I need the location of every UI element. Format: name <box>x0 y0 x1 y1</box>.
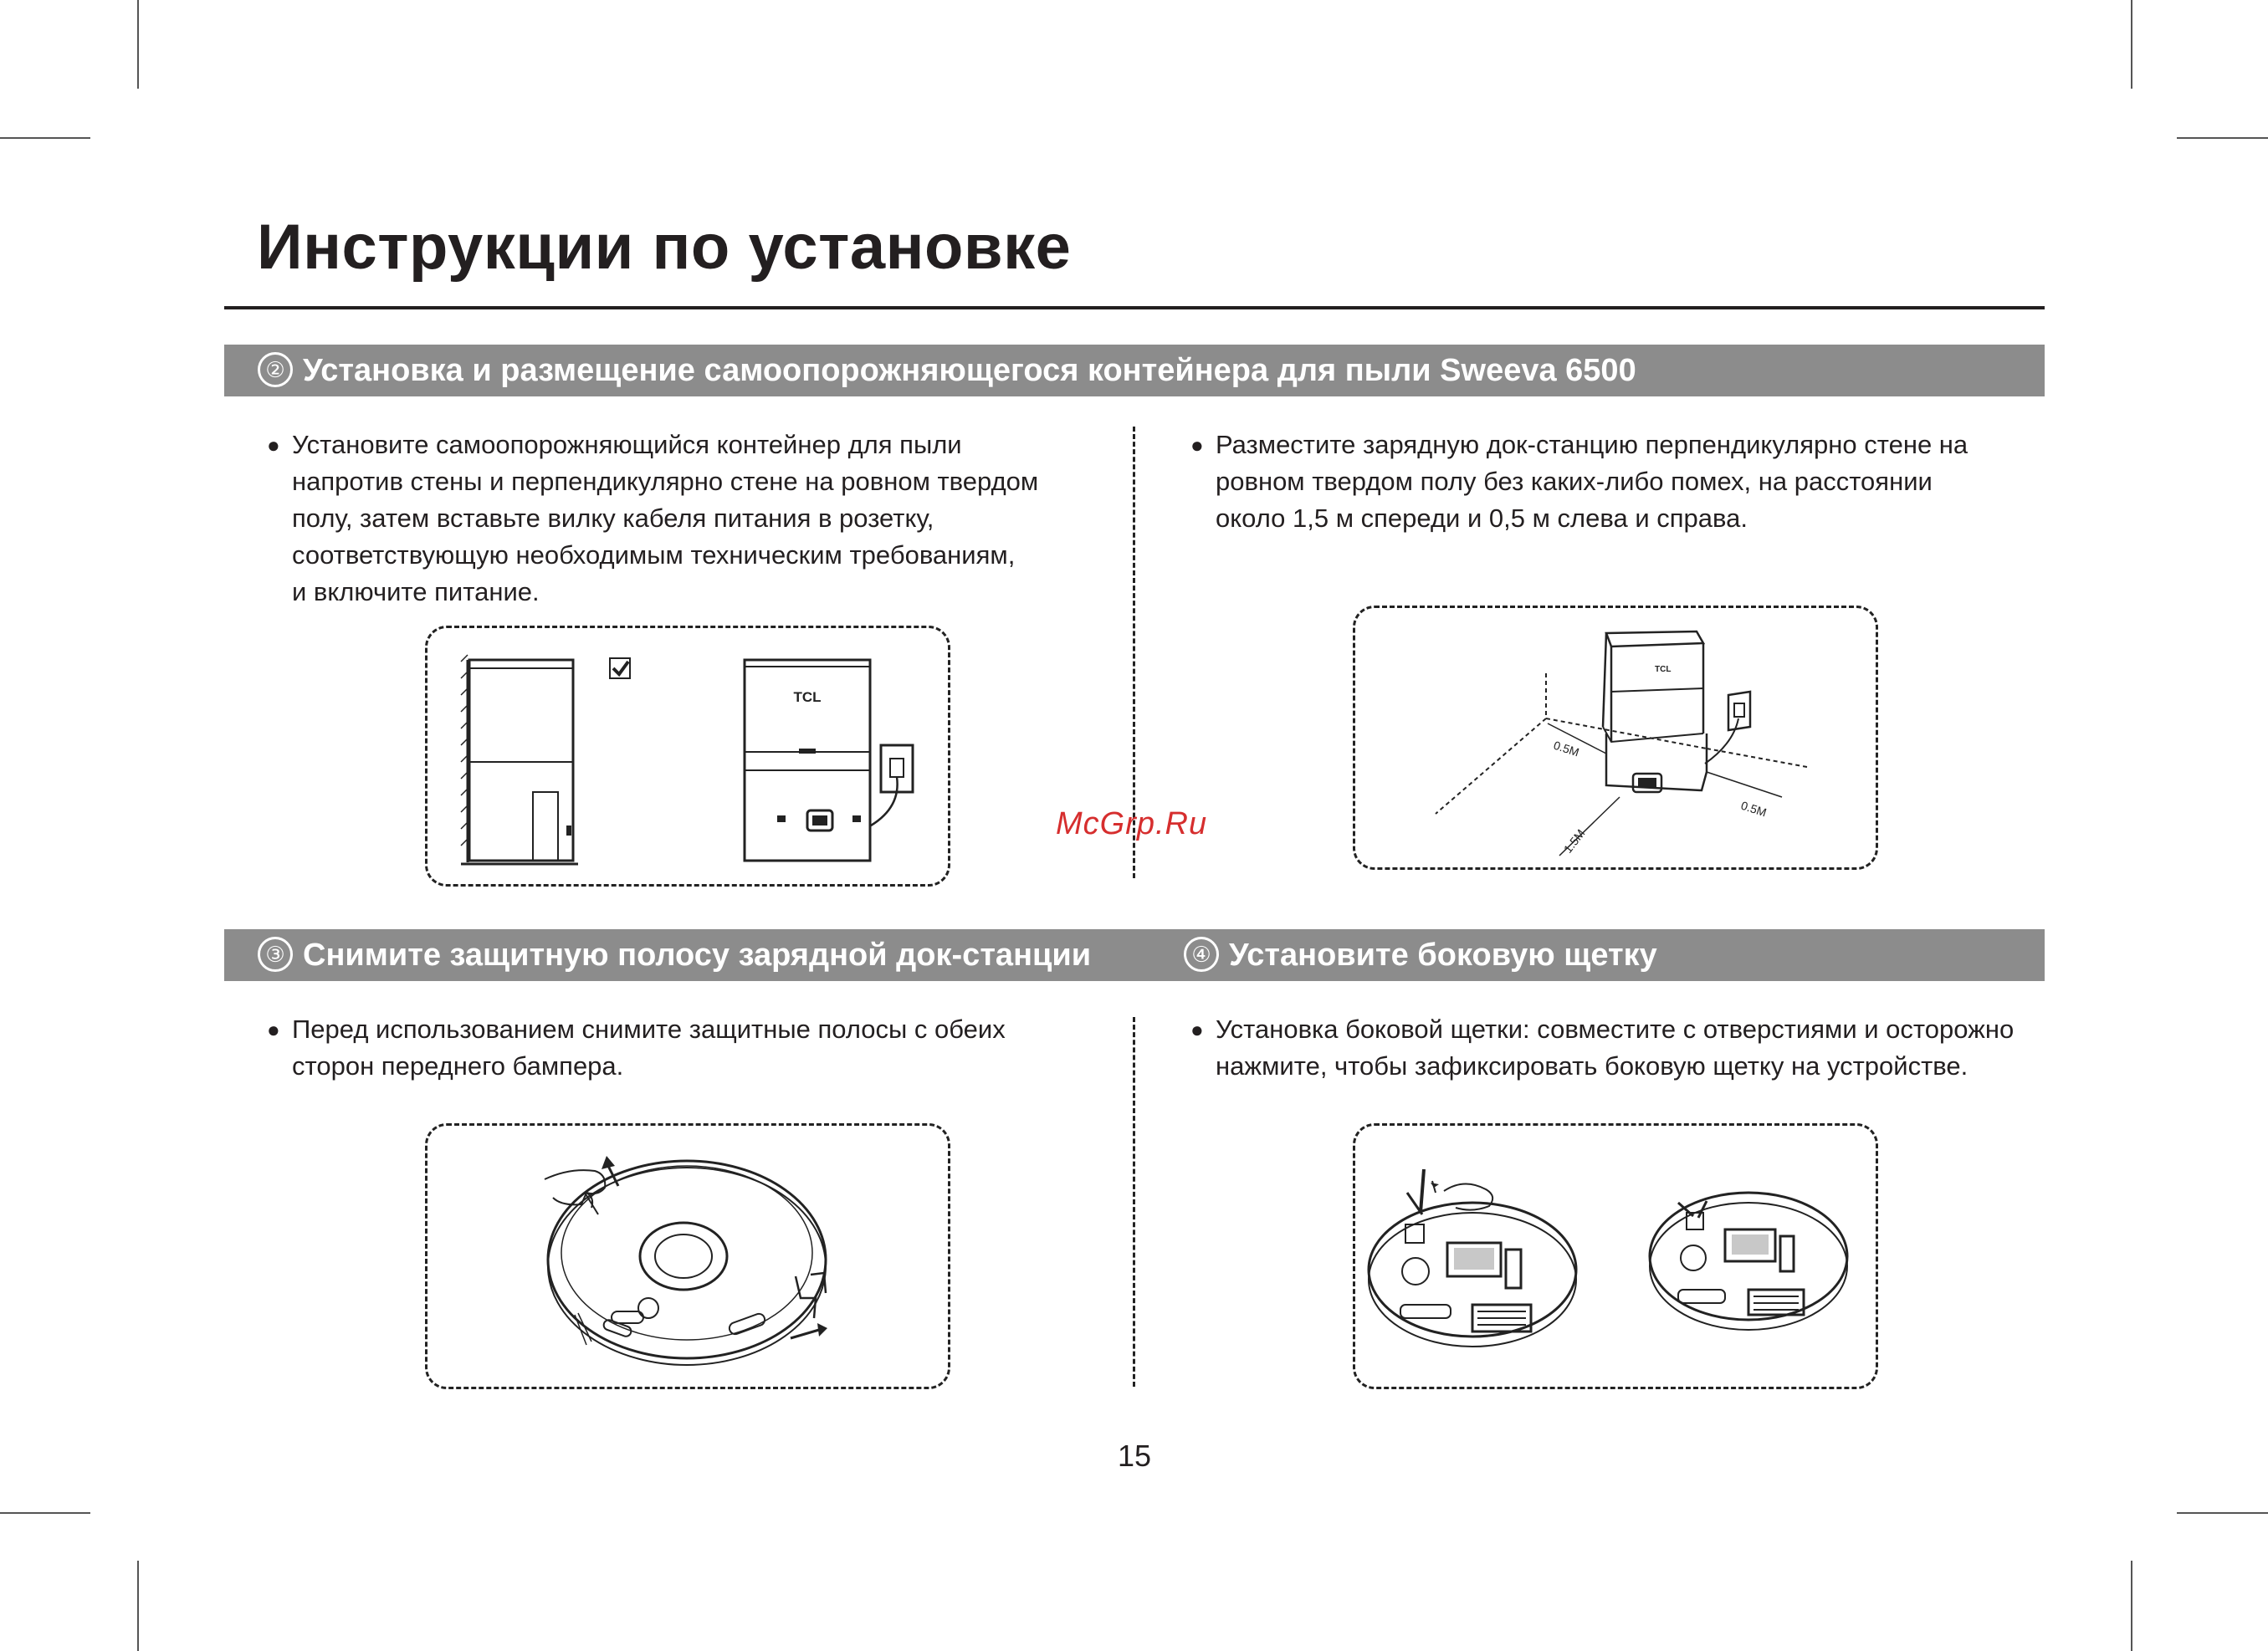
clearance-illustration <box>1355 608 1876 867</box>
section-4-number: ④ <box>1184 937 1219 972</box>
text-line: Установка боковой щетки: совместите с отверстиями и осторожно <box>1216 1015 2015 1044</box>
watermark: McGrp.Ru <box>1056 806 1208 841</box>
bullet-icon: ● <box>1190 432 1204 457</box>
text-line: ровном твердом полу без каких-либо помех, на расстоянии <box>1216 467 1933 496</box>
crop-mark <box>2131 0 2132 89</box>
section-4-text <box>1190 1011 2015 1085</box>
text-line: соответствующую необходимым техническим требованиям, <box>292 540 1016 570</box>
figure-clearance <box>1353 606 1878 870</box>
bullet-icon: ● <box>1190 1017 1204 1042</box>
dimension-label: 1.5M <box>1560 826 1588 856</box>
section-2-right-text <box>1190 427 1969 537</box>
brand-label: TCL <box>793 689 822 705</box>
section-4-header <box>1184 929 1657 981</box>
crop-mark <box>137 1561 139 1651</box>
robot-underside-1 <box>1369 1169 1576 1347</box>
section-3-4-header <box>224 929 2045 981</box>
column-divider <box>1133 1017 1135 1387</box>
crop-mark <box>0 137 90 139</box>
section-4-heading: Установите боковую щетку <box>1229 938 1657 973</box>
svg-text:TCL: TCL <box>1655 665 1672 674</box>
crop-mark <box>0 1512 90 1514</box>
dimension-label: 0.5M <box>1552 738 1581 759</box>
text-line: Перед использованием снимите защитные полосы с обеих <box>292 1015 1006 1044</box>
section-2-left-text <box>267 427 1039 611</box>
section-2-heading: Установка и размещение самоопорожняющегося контейнера для пыли Sweeva 6500 <box>303 353 1636 388</box>
section-2-number: ② <box>258 352 293 387</box>
text-line: полу, затем вставьте вилку кабеля питания в розетку, <box>292 503 934 533</box>
robot-strip-illustration <box>427 1126 948 1387</box>
title-rule <box>224 306 2045 309</box>
bullet-icon: ● <box>267 1017 280 1042</box>
text-line: сторон переднего бампера. <box>292 1051 624 1081</box>
figure-side-brush <box>1353 1123 1878 1389</box>
crop-mark <box>137 0 139 89</box>
text-line: Установите самоопорожняющийся контейнер для пыли <box>292 430 962 459</box>
section-2-header <box>224 345 2045 396</box>
text-line: и включите питание. <box>292 577 540 606</box>
section-3-number: ③ <box>258 937 293 972</box>
side-brush-illustration <box>1355 1126 1876 1387</box>
section-3-heading: Снимите защитную полосу зарядной док-станции <box>303 938 1092 973</box>
crop-mark <box>2177 1512 2268 1514</box>
text-line: около 1,5 м спереди и 0,5 м слева и справа. <box>1216 503 1748 533</box>
text-line: напротив стены и перпендикулярно стене на ровном твердом <box>292 467 1039 496</box>
dimension-label: 0.5M <box>1739 798 1769 820</box>
crop-mark <box>2177 137 2268 139</box>
text-line: нажмите, чтобы зафиксировать боковую щетку на устройстве. <box>1216 1051 1969 1081</box>
section-3-header <box>258 929 1091 981</box>
crop-mark <box>2131 1561 2132 1651</box>
page-title: Инструкции по установке <box>257 212 1072 283</box>
dock-side-front-illustration <box>427 628 948 884</box>
bullet-icon: ● <box>267 432 280 457</box>
page-number: 15 <box>1117 1439 1152 1473</box>
figure-dock-placement <box>425 626 950 887</box>
text-line: Разместите зарядную док-станцию перпендикулярно стене на <box>1216 430 1969 459</box>
robot-underside-2 <box>1650 1193 1847 1330</box>
figure-remove-strip <box>425 1123 950 1389</box>
section-3-text <box>267 1011 1006 1085</box>
